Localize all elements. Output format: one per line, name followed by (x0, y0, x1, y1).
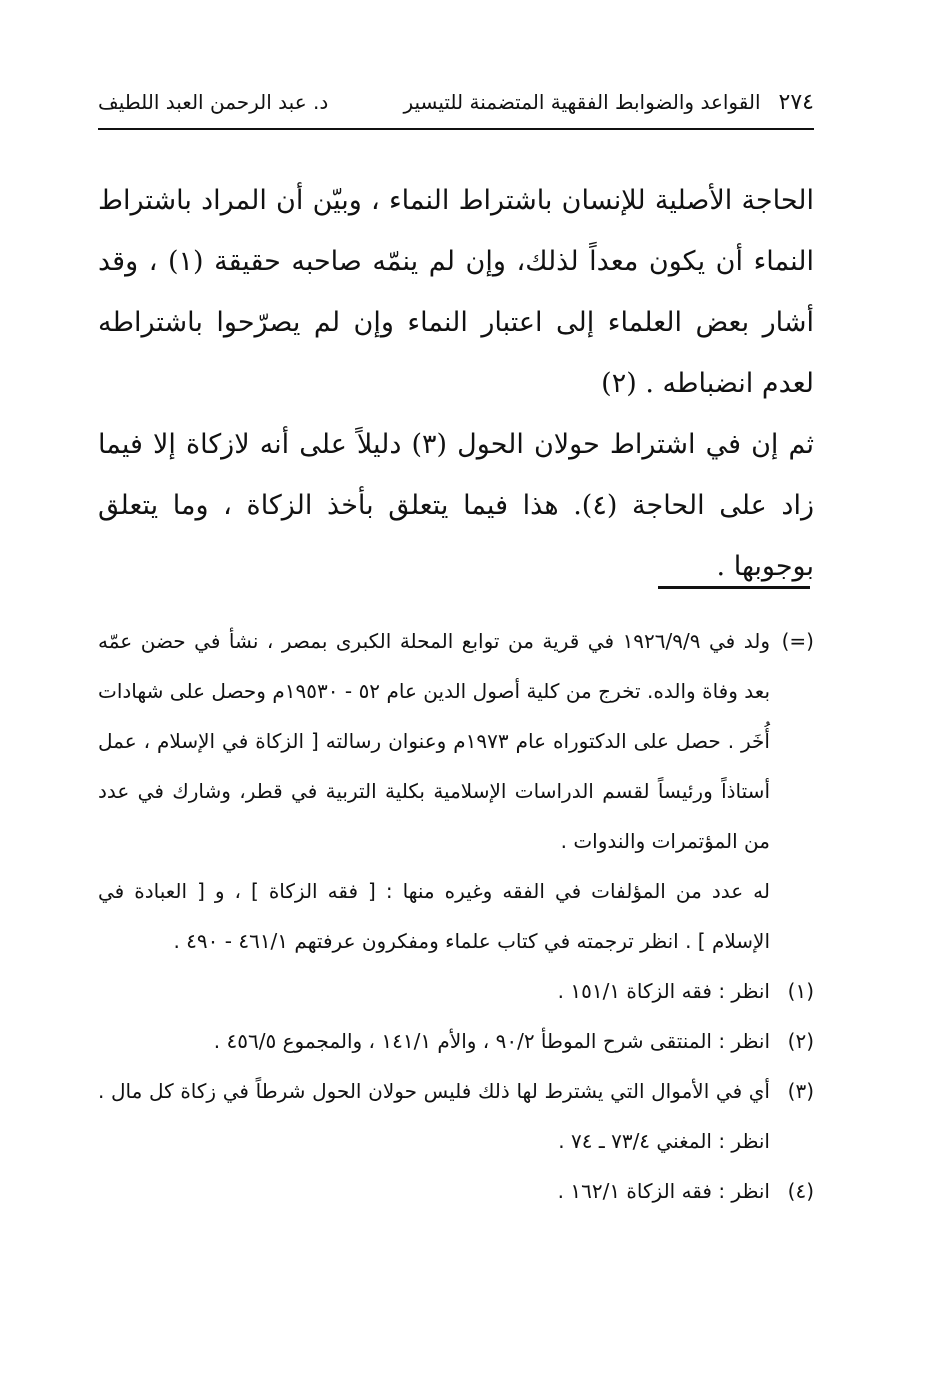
paragraph: الحاجة الأصلية للإنسان باشتراط النماء ، وبيّن أن المراد باشتراط النماء أن يكون معداً لذلك، وإن لم ينمّه صاحبه حقيقة (١) ، وقد أشار بعض العلماء إلى اعتبار النماء وإن لم يصرّحوا باشتراطه لعدم انضباطه . (٢) (98, 185, 814, 399)
footnote-text (98, 616, 770, 966)
footnote (98, 1016, 814, 1066)
footnote-text (98, 1166, 770, 1216)
footnote-line: ولد في ١٩٢٦/٩/٩ في قرية من توابع المحلة الكبرى بمصر ، نشأ في حضن عمّه بعد وفاة والده. تخرج من كلية أصول الدين عام ٥٢ - ١٩٥٣٠م وحصل على شهادات أُخَر . حصل على الدكتوراه عام ١٩٧٣م وعنوان رسالته [ الزكاة في الإسلام ، عمل أستاذاً ورئيساً لقسم الدراسات الإسلامية بكلية التربية في قطر، وشارك في عدد من المؤتمرات والندوات . (98, 629, 771, 853)
footnote-text (98, 1066, 770, 1166)
footnote-marker: (١) (787, 979, 814, 1003)
header-rule (98, 128, 814, 130)
author-name: د. عبد الرحمن العبد اللطيف (98, 90, 329, 114)
footnote-marker: (٣) (787, 1079, 814, 1103)
footnote-line: انظر : فقه الزكاة ١٥١/١ . (557, 979, 770, 1003)
book-title: القواعد والضوابط الفقهية المتضمنة للتيسير (403, 90, 761, 114)
footnote-text (98, 1016, 770, 1066)
footnote-line: انظر : فقه الزكاة ١٦٢/١ . (557, 1179, 770, 1203)
footnote-marker: (=) (781, 629, 814, 653)
footnote-line: انظر : المنتقى شرح الموطأ ٩٠/٢ ، والأم ١٤١/١ ، والمجموع ٤٥٦/٥ . (213, 1029, 770, 1053)
footnote-line: له عدد من المؤلفات في الفقه وغيره منها : [ فقه الزكاة ] ، و [ العبادة في الإسلام ] . انظر ترجمته في كتاب علماء ومفكرون عرفتهم ٤٦١/١ - ٤٩٠ . (98, 879, 770, 953)
footnote-separator (658, 586, 810, 589)
page-number: ٢٧٤ (778, 89, 814, 115)
footnote-text (98, 966, 770, 1016)
running-header (98, 82, 814, 122)
footnote-marker: (٢) (787, 1029, 814, 1053)
paragraph: ثم إن في اشتراط حولان الحول (٣) دليلاً على أنه لازكاة إلا فيما زاد على الحاجة (٤). هذا فيما يتعلق بأخذ الزكاة ، وما يتعلق بوجوبها . (98, 429, 814, 582)
footnote (98, 966, 814, 1016)
footnotes (98, 616, 814, 1216)
footnote (98, 1066, 814, 1166)
main-text (98, 170, 814, 597)
footnote (98, 616, 814, 966)
footnote (98, 1166, 814, 1216)
footnote-line: أي في الأموال التي يشترط لها ذلك فليس حولان الحول شرطاً في زكاة كل مال . انظر : المغني ٧٣/٤ ـ ٧٤ . (98, 1079, 770, 1153)
footnote-marker: (٤) (787, 1179, 814, 1203)
